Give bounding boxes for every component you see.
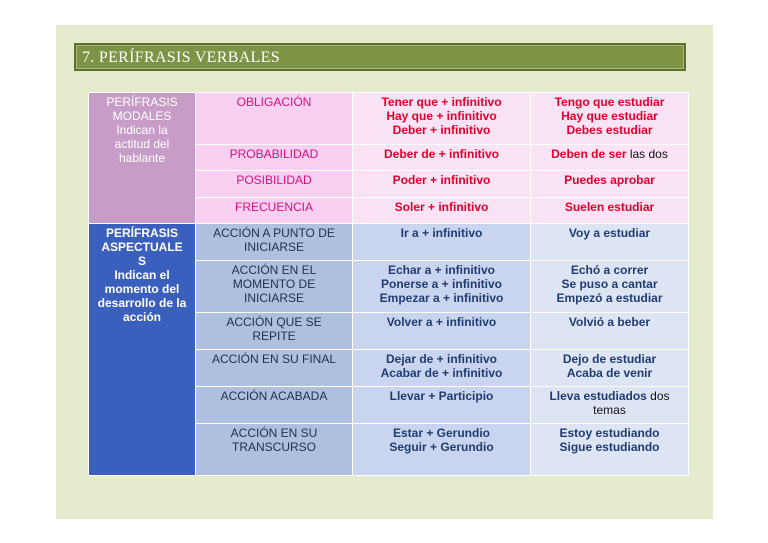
- example-text: Dejo de estudiar: [562, 352, 657, 366]
- label-line: PERÍFRASIS: [105, 226, 178, 240]
- form-text: Echar a + infinitivo: [387, 263, 496, 277]
- form-text: Ir a + infinitivo: [400, 226, 483, 240]
- example-text: Hay que estudiar: [561, 109, 658, 123]
- example-text: Puedes aprobar: [564, 173, 655, 187]
- label-line: PERÍFRASIS: [106, 95, 178, 109]
- examples-cell: [531, 350, 689, 387]
- label-line: S: [137, 254, 146, 268]
- example-text-rest: dos: [646, 389, 670, 403]
- forms-cell: [353, 145, 531, 171]
- label-line: momento del: [104, 282, 180, 296]
- form-text: Soler + infinitivo: [394, 200, 489, 214]
- periphrasis-table: [88, 92, 689, 476]
- example-text: Echó a correr: [570, 263, 649, 277]
- example-text: Lleva estudiados: [549, 389, 647, 403]
- example-text: Volvió a beber: [568, 315, 651, 329]
- examples-cell: [531, 313, 689, 350]
- type-label: FRECUENCIA: [234, 200, 313, 214]
- table-row: [89, 93, 689, 145]
- forms-cell: [353, 224, 531, 261]
- type-label: OBLIGACIÓN: [236, 95, 312, 109]
- label-line: MODALES: [112, 109, 172, 123]
- type-cell: [196, 145, 353, 171]
- form-text: Llevar + Participio: [389, 389, 494, 403]
- type-cell: [196, 424, 353, 476]
- label-line: Indican el: [114, 268, 170, 282]
- type-label: INICIARSE: [243, 291, 304, 305]
- examples-cell: [531, 198, 689, 224]
- label-line: acción: [122, 310, 161, 324]
- title-bar: [74, 43, 686, 71]
- example-text: Deben de ser: [551, 147, 627, 161]
- slide-title: 7. PERÍFRASIS VERBALES: [82, 49, 280, 66]
- table-row: [89, 224, 689, 261]
- example-text: Se puso a cantar: [561, 277, 658, 291]
- example-text: Empezó a estudiar: [556, 291, 663, 305]
- type-label: POSIBILIDAD: [236, 173, 312, 187]
- form-text: Dejar de + infinitivo: [385, 352, 498, 366]
- forms-cell: [353, 93, 531, 145]
- example-text: Debes estudiar: [566, 123, 653, 137]
- type-label: ACCIÓN EN SU FINAL: [211, 352, 337, 366]
- forms-cell: [353, 171, 531, 198]
- examples-cell: [531, 145, 689, 171]
- type-cell: [196, 198, 353, 224]
- examples-cell: [531, 171, 689, 198]
- examples-cell: [531, 387, 689, 424]
- examples-cell: [531, 93, 689, 145]
- example-text: Sigue estudiando: [559, 440, 660, 454]
- type-cell: [196, 261, 353, 313]
- label-line: Indican la: [116, 123, 168, 137]
- modal-group-label: [89, 93, 196, 224]
- form-text: Volver a + infinitivo: [386, 315, 497, 329]
- label-line: hablante: [118, 151, 166, 165]
- examples-cell: [531, 224, 689, 261]
- forms-cell: [353, 387, 531, 424]
- form-text: Deber de + infinitivo: [383, 147, 500, 161]
- form-text: Poder + infinitivo: [392, 173, 491, 187]
- forms-cell: [353, 313, 531, 350]
- form-text: Estar + Gerundio: [392, 426, 491, 440]
- type-cell: [196, 387, 353, 424]
- forms-cell: [353, 424, 531, 476]
- examples-cell: [531, 261, 689, 313]
- form-text: Hay que + infinitivo: [386, 109, 497, 123]
- type-cell: [196, 224, 353, 261]
- type-label: ACCIÓN EN SU: [230, 426, 318, 440]
- type-label: ACCIÓN QUE SE: [226, 315, 322, 329]
- label-line: ASPECTUALE: [101, 240, 183, 254]
- type-label: INICIARSE: [243, 240, 304, 254]
- type-label: ACCIÓN A PUNTO DE: [213, 226, 335, 240]
- type-cell: [196, 350, 353, 387]
- examples-cell: [531, 424, 689, 476]
- form-text: Tener que + infinitivo: [381, 95, 502, 109]
- forms-cell: [353, 198, 531, 224]
- form-text: Seguir + Gerundio: [389, 440, 494, 454]
- type-label: ACCIÓN ACABADA: [220, 389, 328, 403]
- example-text: Tengo que estudiar: [554, 95, 665, 109]
- form-text: Acabar de + infinitivo: [380, 366, 503, 380]
- form-text: Ponerse a + infinitivo: [380, 277, 503, 291]
- type-label: ACCIÓN EN EL: [231, 263, 317, 277]
- type-label: REPITE: [252, 329, 296, 343]
- type-label: PROBABILIDAD: [229, 147, 319, 161]
- label-line: desarrollo de la: [97, 296, 187, 310]
- example-text: Suelen estudiar: [564, 200, 655, 214]
- example-text: Estoy estudiando: [559, 426, 660, 440]
- example-text-rest: temas: [593, 403, 626, 417]
- type-cell: [196, 171, 353, 198]
- example-text: Voy a estudiar: [568, 226, 651, 240]
- type-cell: [196, 93, 353, 145]
- type-label: MOMENTO DE: [232, 277, 316, 291]
- form-text: Deber + infinitivo: [392, 123, 491, 137]
- example-text-rest: las dos: [626, 147, 668, 161]
- forms-cell: [353, 261, 531, 313]
- aspect-group-label: [89, 224, 196, 476]
- type-cell: [196, 313, 353, 350]
- form-text: Empezar a + infinitivo: [379, 291, 504, 305]
- forms-cell: [353, 350, 531, 387]
- label-line: actitud del: [114, 137, 170, 151]
- example-text: Acaba de venir: [566, 366, 653, 380]
- type-label: TRANSCURSO: [231, 440, 316, 454]
